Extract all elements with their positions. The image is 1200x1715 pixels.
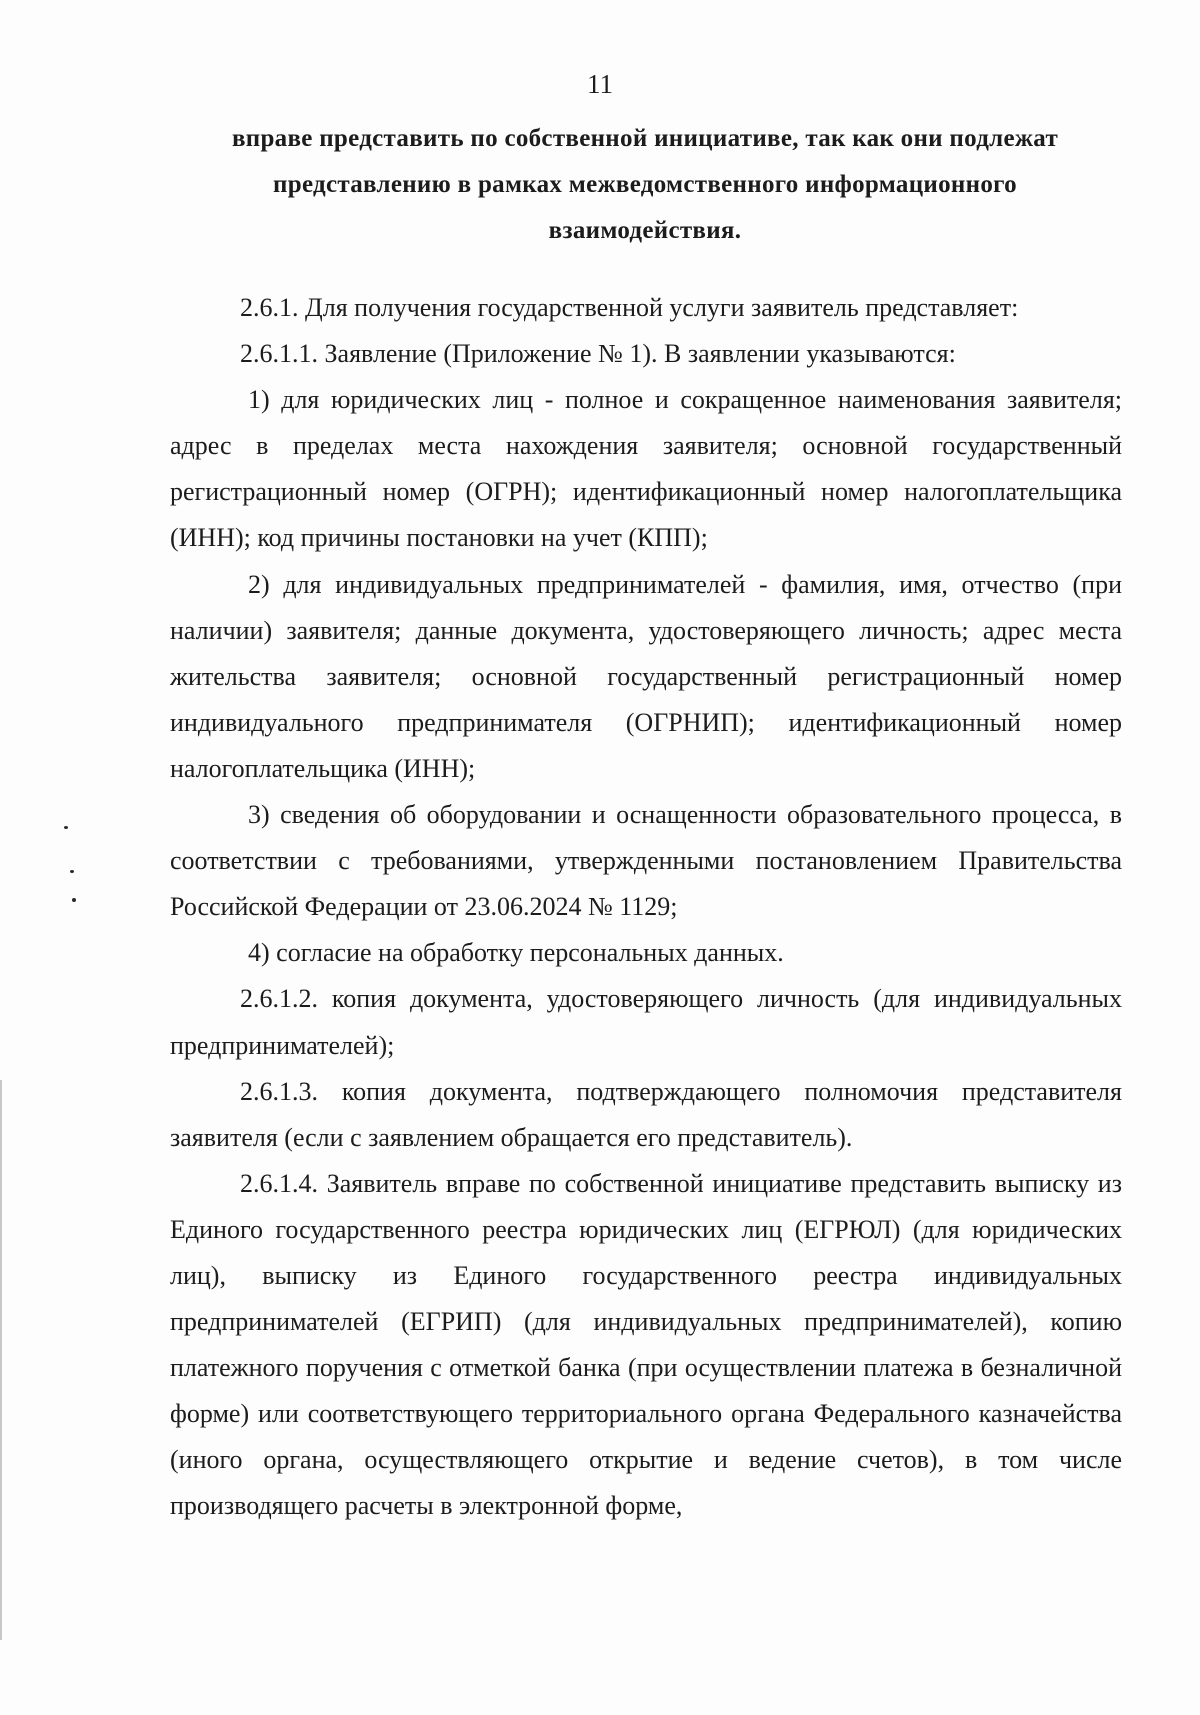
document-body: [170, 285, 1122, 1530]
heading-line-3: взаимодействия.: [548, 217, 742, 244]
list-item-4-consent: 4) согласие на обработку персональных данных.: [248, 938, 784, 968]
paragraph-2-6-1-4: 2.6.1.4. Заявитель вправе по собственной инициативе представить выписку из Единого государственного реестра юридических лиц (ЕГРЮЛ) (для юридических лиц), выписку из Единого государственного реестра индивидуальных предпринимателей (ЕГРИП) (для индивидуальных предпринимателей), копию платежного поручения с отметкой банка (при осуществлении платежа в безналичной форме) или соответствующего территориального органа Федерального казначейства (иного органа, осуществляющего открытие и ведение счетов), в том числе производящего расчеты в электронной форме,: [170, 1168, 1122, 1521]
page-number: 11: [587, 69, 613, 99]
scan-artifact-dot: [64, 826, 68, 829]
paragraph-2-6-1: 2.6.1. Для получения государственной услуги заявитель представляет:: [240, 293, 1019, 322]
scan-artifact-dot: [70, 870, 74, 873]
list-item-3-equipment-info: 3) сведения об оборудовании и оснащенности образовательного процесса, в соответствии с требованиями, утвержденными постановлением Правительства Российской Федерации от 23.06.2024 № 1129;: [170, 800, 1122, 922]
heading-line-1: вправе представить по собственной инициативе, так как они подлежат: [231, 125, 1059, 152]
list-item-2-individual-entrepreneurs: 2) для индивидуальных предпринимателей - фамилия, имя, отчество (при наличии) заявителя; данные документа, удостоверяющего личность; адрес места жительства заявителя; основной государственный регистрационный номер индивидуального предпринимателя (ОГРНИП); идентификационный номер налогоплательщика (ИНН);: [170, 569, 1122, 783]
paragraph-2-6-1-1: 2.6.1.1. Заявление (Приложение № 1). В заявлении указываются:: [240, 339, 956, 369]
list-item-1-legal-entities: 1) для юридических лиц - полное и сокращенное наименования заявителя; адрес в пределах места нахождения заявителя; основной государственный регистрационный номер (ОГРН); идентификационный номер налогоплательщика (ИНН); код причины постановки на учет (КПП);: [170, 385, 1122, 553]
scan-artifact-dot: [72, 898, 76, 902]
paragraph-2-6-1-2: 2.6.1.2. копия документа, удостоверяющего личность (для индивидуальных предпринимателей);: [170, 984, 1122, 1060]
scan-edge-line: [0, 1080, 2, 1640]
section-heading: [170, 116, 1120, 254]
heading-line-2: представлению в рамках межведомственного информационного: [273, 171, 1017, 198]
paragraph-2-6-1-3: 2.6.1.3. копия документа, подтверждающего полномочия представителя заявителя (если с заявлением обращается его представитель).: [170, 1076, 1122, 1152]
